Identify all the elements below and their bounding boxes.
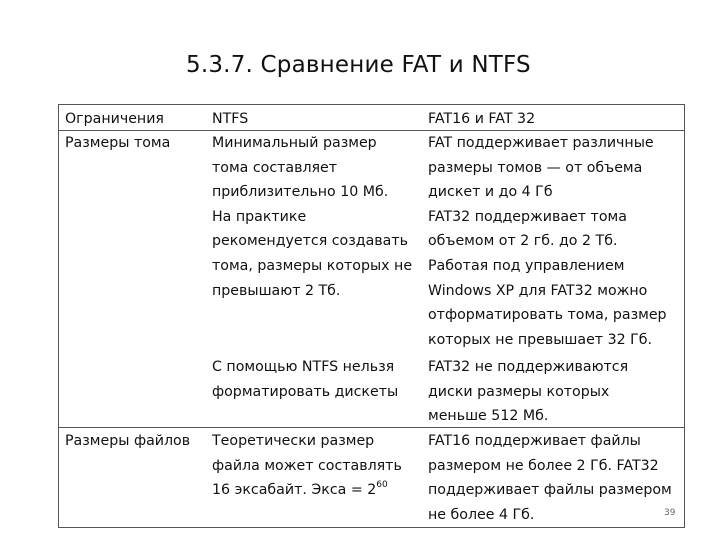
text-line: меньше 512 Мб. [428, 408, 549, 425]
fat-floppy-cell [428, 355, 628, 429]
text-line: поддерживает файлы размером [428, 482, 672, 499]
text-line: тома составляет [212, 159, 338, 176]
row-label-volume-sizes: Размеры тома [65, 135, 171, 151]
ntfs-floppy-cell [212, 355, 398, 404]
header-fat: FAT16 и FAT 32 [428, 111, 536, 127]
text-line: FAT16 поддерживает файлы [428, 433, 641, 449]
header-limits: Ограничения [65, 111, 164, 127]
page-number: 39 [664, 508, 676, 518]
text-line: FAT32 поддерживает тома [428, 208, 627, 225]
header-ntfs: NTFS [212, 111, 249, 127]
text-line: Теоретически размер [212, 433, 375, 449]
text-line: дискет и до 4 Гб [428, 184, 553, 201]
exa-definition: 16 эксабайт. Экса = 2 [212, 482, 377, 499]
exponent: 60 [376, 480, 388, 491]
row-label-file-sizes: Размеры файлов [65, 433, 191, 449]
text-line: форматировать дискеты [212, 383, 399, 400]
text-line: которых не превышает 32 Гб. [428, 331, 653, 348]
text-line: отформатировать тома, размер [428, 307, 667, 324]
ntfs-volume-size-cell [212, 131, 412, 303]
text-line: не более 4 Гб. [428, 506, 535, 523]
text-line: приблизительно 10 Мб. [212, 184, 389, 201]
text-line: FAT поддерживает различные [428, 135, 654, 151]
text-line: Минимальный размер [212, 135, 377, 151]
text-line: превышают 2 Тб. [212, 282, 341, 299]
fat-volume-size-cell [428, 131, 667, 352]
text-line: размером не более 2 Гб. FAT32 [428, 457, 659, 474]
text-line: Работая под управлением [428, 257, 625, 274]
text-line: размеры томов — от объема [428, 159, 643, 176]
text-line: С помощью NTFS нельзя [212, 359, 395, 375]
text-line: тома, размеры которых не [212, 257, 413, 274]
text-line: объемом от 2 гб. до 2 Тб. [428, 233, 618, 250]
text-line: Windows XP для FAT32 можно [428, 282, 648, 299]
text-line [212, 478, 402, 505]
ntfs-file-size-cell [212, 429, 402, 505]
slide-title: 5.3.7. Сравнение FAT и NTFS [186, 52, 531, 78]
text-line: На практике [212, 208, 307, 225]
text-line: рекомендуется создавать [212, 233, 408, 250]
text-line: файла может составлять [212, 457, 402, 474]
text-line: диски размеры которых [428, 383, 610, 400]
fat-file-size-cell [428, 429, 672, 527]
text-line: FAT32 не поддерживаются [428, 359, 629, 375]
